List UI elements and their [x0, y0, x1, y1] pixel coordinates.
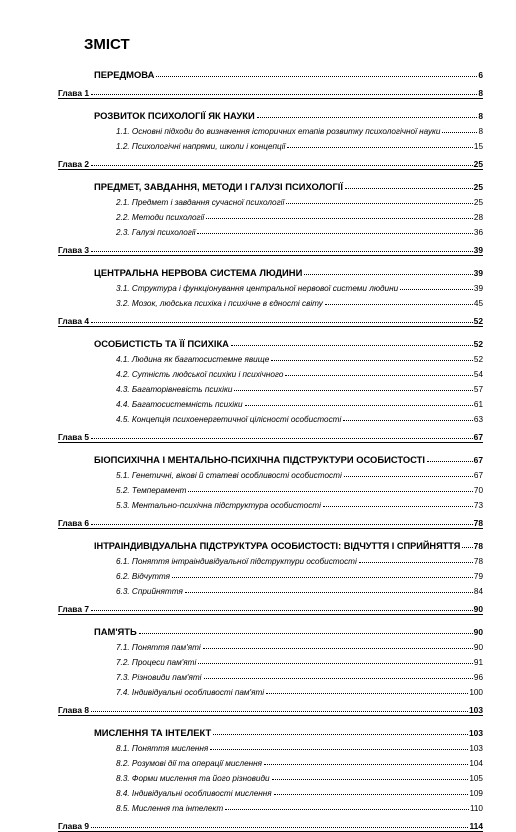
toc-sub-row [116, 637, 483, 652]
page-number: 25 [473, 159, 483, 169]
toc-entry-text: МИСЛЕННЯ ТА ІНТЕЛЕКТ [94, 727, 212, 738]
dot-leader [210, 749, 468, 750]
toc-heading-row [94, 722, 483, 738]
dot-leader [91, 524, 473, 525]
toc-entry-text: 2.2. Методи психології [116, 213, 205, 222]
dot-leader [225, 809, 469, 810]
toc-sub-row [116, 798, 483, 813]
toc-entry-text: 4.4. Багатосистемність психіки [116, 400, 243, 409]
page-number: 100 [469, 688, 483, 697]
dot-leader [287, 147, 473, 148]
dot-leader [264, 764, 468, 765]
toc-chapter-row [58, 697, 483, 716]
dot-leader [213, 734, 468, 735]
toc-entry-text: Глава 7 [58, 604, 89, 614]
toc-sub-row [116, 409, 483, 424]
page-number: 104 [469, 759, 483, 768]
page-number: 110 [469, 804, 483, 813]
toc-entry-text: 2.1. Предмет і завдання сучасної психології [116, 198, 285, 207]
toc-sub-row [116, 768, 483, 783]
dot-leader [272, 779, 469, 780]
dot-leader [285, 375, 472, 376]
toc-entry-text: 2.3. Галузі психології [116, 228, 196, 237]
page-number: 25 [473, 198, 483, 207]
page-number: 67 [473, 471, 483, 480]
page-number: 78 [473, 541, 483, 551]
toc-entry-text: 1.1. Основні підходи до визначення історичних етапів розвитку психологічної науки [116, 127, 441, 136]
page-number: 105 [469, 774, 483, 783]
toc-entry-text: 4.5. Концепція психоенергетичної цілісності особистості [116, 415, 342, 424]
page-number: 114 [469, 821, 483, 831]
dot-leader [266, 693, 468, 694]
toc-entry-text: ПРЕДМЕТ, ЗАВДАННЯ, МЕТОДИ І ГАЛУЗІ ПСИХОЛОГІЇ [94, 181, 343, 192]
toc-chapter-row [58, 151, 483, 170]
toc-entry-text: 5.2. Темперамент [116, 486, 187, 495]
toc-entry-text: Глава 3 [58, 245, 89, 255]
toc-entry-text: 3.2. Мозок, людська психіка і психічне в єдності світу [116, 299, 323, 308]
page-number: 15 [473, 142, 483, 151]
page-number: 79 [473, 572, 483, 581]
toc-entry-text: Глава 1 [58, 88, 89, 98]
page-number: 52 [473, 355, 483, 364]
toc-sub-row [116, 480, 483, 495]
toc-chapter-row [58, 80, 483, 99]
page-number: 54 [473, 370, 483, 379]
toc-sub-row [116, 783, 483, 798]
toc-chapter-row [58, 237, 483, 256]
toc-chapter-row [58, 596, 483, 615]
toc-heading-row [94, 535, 483, 551]
dot-leader [188, 491, 472, 492]
toc-sub-row [116, 465, 483, 480]
toc-entry-text: Глава 5 [58, 432, 89, 442]
dot-leader [359, 562, 473, 563]
page-number: 61 [473, 400, 483, 409]
dot-leader [91, 251, 473, 252]
toc-entry-text: 6.3. Сприйняття [116, 587, 183, 596]
dot-leader [286, 203, 473, 204]
toc-sub-row [116, 682, 483, 697]
dot-leader [274, 794, 469, 795]
page-number: 8 [478, 127, 483, 136]
toc-entry-text: 8.2. Розумові дії та операції мислення [116, 759, 263, 768]
toc-entry-text: БІОПСИХІЧНА І МЕНТАЛЬНО-ПСИХІЧНА ПІДСТРУКТУРИ ОСОБИСТОСТІ [94, 454, 426, 465]
dot-leader [231, 345, 473, 346]
dot-leader [400, 289, 473, 290]
toc-entry-text: 7.3. Різновиди пам'яті [116, 673, 202, 682]
dot-leader [91, 610, 473, 611]
toc-sub-row [116, 652, 483, 667]
dot-leader [271, 360, 473, 361]
dot-leader [344, 476, 473, 477]
page-number: 52 [473, 339, 483, 349]
toc-heading-row [94, 333, 483, 349]
toc-entry-text: 5.3. Ментально-психічна підструктура особистості [116, 501, 321, 510]
dot-leader [343, 420, 473, 421]
toc-sub-row [116, 364, 483, 379]
page-number: 90 [473, 604, 483, 614]
toc-heading-row [94, 621, 483, 637]
toc-sub-row [116, 136, 483, 151]
toc-heading-row [94, 105, 483, 121]
dot-leader [204, 678, 473, 679]
toc-sub-row [116, 495, 483, 510]
toc-sub-row [116, 293, 483, 308]
toc-entry-text: 7.4. Індивідуальні особливості пам'яті [116, 688, 265, 697]
toc-entry-text: 3.1. Структура і функціонування центральної нервової системи людини [116, 284, 399, 293]
dot-leader [257, 117, 478, 118]
page-number: 103 [469, 705, 483, 715]
toc-entry-text: Глава 2 [58, 159, 89, 169]
page-number: 90 [473, 643, 483, 652]
dot-leader [304, 274, 472, 275]
toc-sub-row [116, 738, 483, 753]
toc-entry-text: Глава 9 [58, 821, 89, 831]
toc-entry-text: ЦЕНТРАЛЬНА НЕРВОВА СИСТЕМА ЛЮДИНИ [94, 267, 303, 278]
dot-leader [206, 218, 473, 219]
toc-entry-text: Глава 8 [58, 705, 89, 715]
page-number: 103 [469, 728, 483, 738]
toc-entry-text: 7.1. Поняття пам'яті [116, 643, 201, 652]
toc-heading-row [94, 449, 483, 465]
toc-entry-text: ПАМ'ЯТЬ [94, 626, 137, 637]
toc-entry-text: ІНТРАІНДИВІДУАЛЬНА ПІДСТРУКТУРА ОСОБИСТОСТІ: ВІДЧУТТЯ І СПРИЙНЯТТЯ [94, 541, 461, 551]
page-number: 45 [473, 299, 483, 308]
page-number: 84 [473, 587, 483, 596]
dot-leader [245, 405, 473, 406]
toc-sub-row [116, 222, 483, 237]
toc-entry-text: 4.2. Сутність людської психіки і психічного [116, 370, 284, 379]
page-number: 70 [473, 486, 483, 495]
dot-leader [91, 711, 468, 712]
toc-sub-row [116, 394, 483, 409]
page-number: 78 [473, 557, 483, 566]
toc-entry-text: 4.3. Багаторівневість психіки [116, 385, 233, 394]
dot-leader [442, 132, 477, 133]
page-number: 39 [473, 245, 483, 255]
toc-chapter-row [58, 308, 483, 327]
page-number: 6 [478, 70, 483, 80]
page-number: 67 [473, 432, 483, 442]
dot-leader [91, 94, 477, 95]
toc-chapter-row [58, 813, 483, 832]
toc-sub-row [116, 566, 483, 581]
page-number: 8 [478, 111, 483, 121]
toc-sub-row [116, 278, 483, 293]
dot-leader [185, 592, 473, 593]
toc-chapter-row [58, 510, 483, 529]
toc-entry-text: 4.1. Людина як багатосистемне явище [116, 355, 270, 364]
page-number: 28 [473, 213, 483, 222]
page-number: 91 [473, 658, 483, 667]
toc-sub-row [116, 379, 483, 394]
toc-entry-text: 7.2. Процеси пам'яті [116, 658, 197, 667]
page-number: 36 [473, 228, 483, 237]
toc-entry-text: РОЗВИТОК ПСИХОЛОГІЇ ЯК НАУКИ [94, 110, 255, 121]
page-number: 57 [473, 385, 483, 394]
dot-leader [139, 633, 473, 634]
toc-sub-row [116, 667, 483, 682]
toc-entry-text: 6.2. Відчуття [116, 572, 170, 581]
toc-entry-text: Глава 4 [58, 316, 89, 326]
dot-leader [91, 438, 473, 439]
toc-entry-text: 8.4. Індивідуальні особливості мислення [116, 789, 272, 798]
page-number: 78 [473, 518, 483, 528]
dot-leader [198, 663, 473, 664]
toc-heading-row [94, 64, 483, 80]
toc-sub-row [116, 753, 483, 768]
table-of-contents [58, 58, 483, 832]
dot-leader [325, 304, 473, 305]
dot-leader [91, 827, 468, 828]
toc-entry-text: ПЕРЕДМОВА [94, 69, 155, 80]
toc-entry-text: 1.2. Психологічні напрями, школи і концепції [116, 142, 286, 151]
page-number: 39 [473, 284, 483, 293]
dot-leader [197, 233, 472, 234]
toc-sub-row [116, 207, 483, 222]
dot-leader [203, 648, 473, 649]
toc-chapter-row [58, 424, 483, 443]
toc-entry-text: 8.3. Форми мислення та його різновиди [116, 774, 270, 783]
page-number: 39 [473, 268, 483, 278]
toc-sub-row [116, 121, 483, 136]
page-number: 103 [469, 744, 483, 753]
toc-entry-text: 8.1. Поняття мислення [116, 744, 209, 753]
page-number: 63 [473, 415, 483, 424]
toc-sub-row [116, 349, 483, 364]
page-number: 8 [478, 88, 483, 98]
page-number: 73 [473, 501, 483, 510]
page-number: 90 [473, 627, 483, 637]
dot-leader [172, 577, 473, 578]
toc-entry-text: 5.1. Генетичні, вікові й статеві особливості особистості [116, 471, 342, 480]
dot-leader [345, 188, 473, 189]
toc-sub-row [116, 581, 483, 596]
toc-entry-text: 8.5. Мислення та інтелект [116, 804, 224, 813]
dot-leader [462, 547, 472, 548]
toc-heading-row [94, 176, 483, 192]
dot-leader [234, 390, 473, 391]
page-number: 52 [473, 316, 483, 326]
toc-entry-text: Глава 6 [58, 518, 89, 528]
page-title: ЗМІСТ [84, 36, 130, 53]
page-number: 109 [469, 789, 483, 798]
toc-sub-row [116, 192, 483, 207]
page-number: 25 [473, 182, 483, 192]
page-number: 67 [473, 455, 483, 465]
toc-heading-row [94, 262, 483, 278]
toc-entry-text: ОСОБИСТІСТЬ ТА ЇЇ ПСИХІКА [94, 338, 229, 349]
toc-entry-text: 6.1. Поняття інтраіндивідуальної підструктури особистості [116, 557, 357, 566]
dot-leader [427, 461, 473, 462]
dot-leader [91, 322, 473, 323]
dot-leader [156, 76, 477, 77]
dot-leader [323, 506, 473, 507]
page-number: 96 [473, 673, 483, 682]
dot-leader [91, 165, 473, 166]
toc-sub-row [116, 551, 483, 566]
